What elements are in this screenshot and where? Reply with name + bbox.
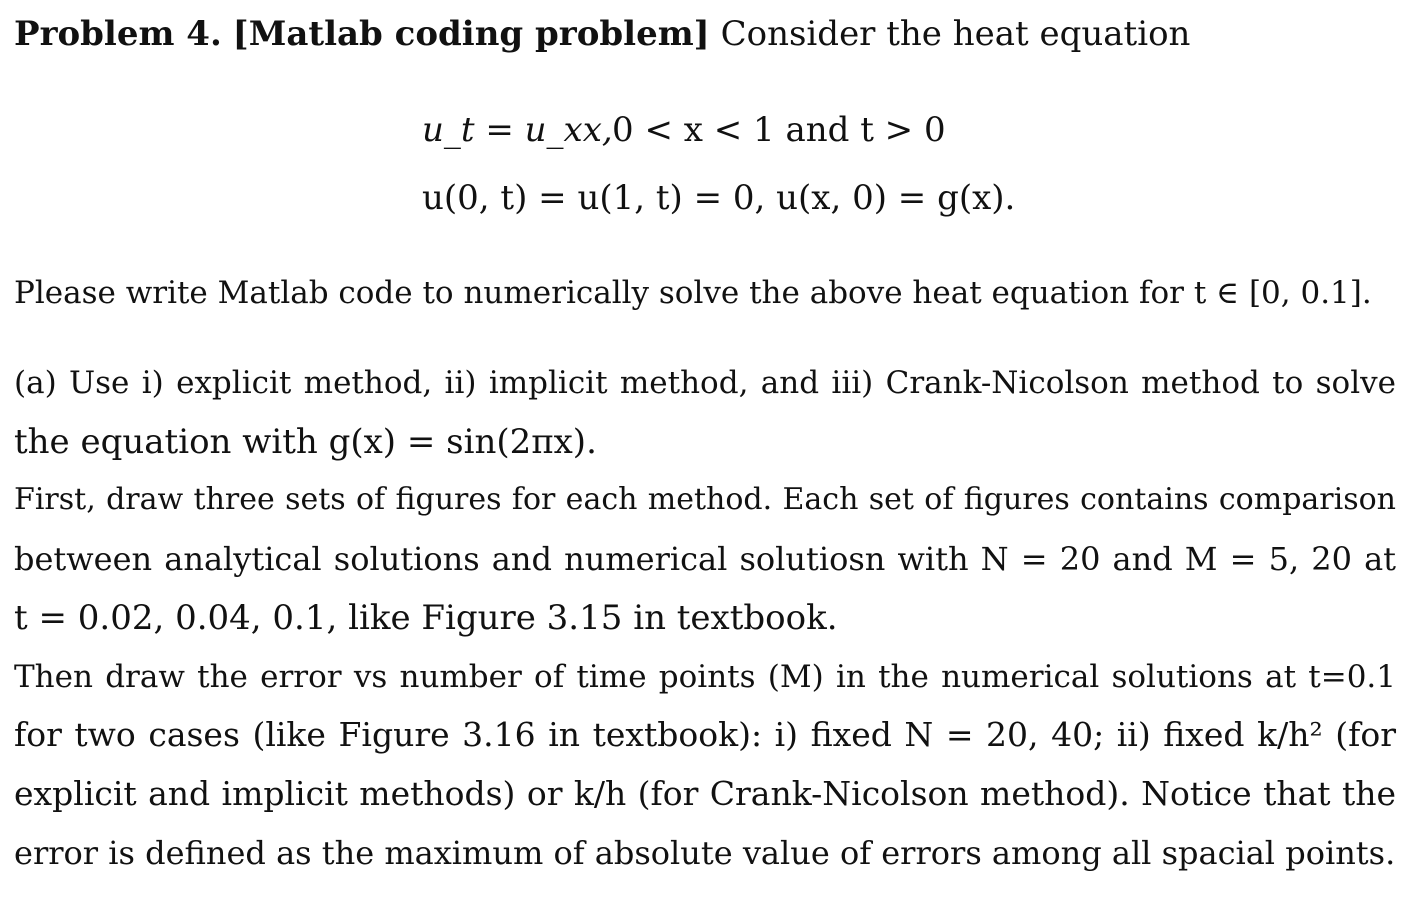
problem-header (14, 14, 1190, 54)
part-a-line-8: explicit and implicit methods) or k/h (for Crank-Nicolson method). Notice that the (14, 774, 1396, 813)
pde-domain: 0 < x < 1 and t > 0 (612, 110, 946, 150)
boundary-conditions: u(0, t) = u(1, t) = 0, u(x, 0) = g(x). (422, 178, 1016, 218)
part-a-line-9: error is defined as the maximum of absolute value of errors among all spacial points. (14, 834, 1396, 872)
problem-intro: Consider the heat equation (720, 14, 1191, 54)
part-a-line-1: (a) Use i) explicit method, ii) implicit method, and iii) Crank-Nicolson method to solve (14, 365, 1396, 401)
problem-number: Problem 4. (14, 14, 222, 54)
part-a-line-4: between analytical solutions and numerical solutiosn with N = 20 and M = 5, 20 at (14, 540, 1396, 578)
part-a-line-6: Then draw the error vs number of time points (M) in the numerical solutions at t=0.1 (14, 659, 1396, 695)
part-a-line-2: the equation with g(x) = sin(2πx). (14, 422, 597, 462)
part-a-line-7: for two cases (like Figure 3.16 in textbook): i) fixed N = 20, 40; ii) fixed k/h² (for (14, 715, 1396, 754)
problem-tag: [Matlab coding problem] (232, 14, 710, 54)
part-a-line-3: First, draw three sets of figures for each method. Each set of figures contains comparison (14, 482, 1396, 517)
part-a-line-5: t = 0.02, 0.04, 0.1, like Figure 3.15 in textbook. (14, 598, 838, 638)
pde-equation: u_t = u_xx, (422, 110, 613, 150)
task-statement: Please write Matlab code to numerically solve the above heat equation for t ∈ [0, 0.1]. (14, 275, 1372, 311)
